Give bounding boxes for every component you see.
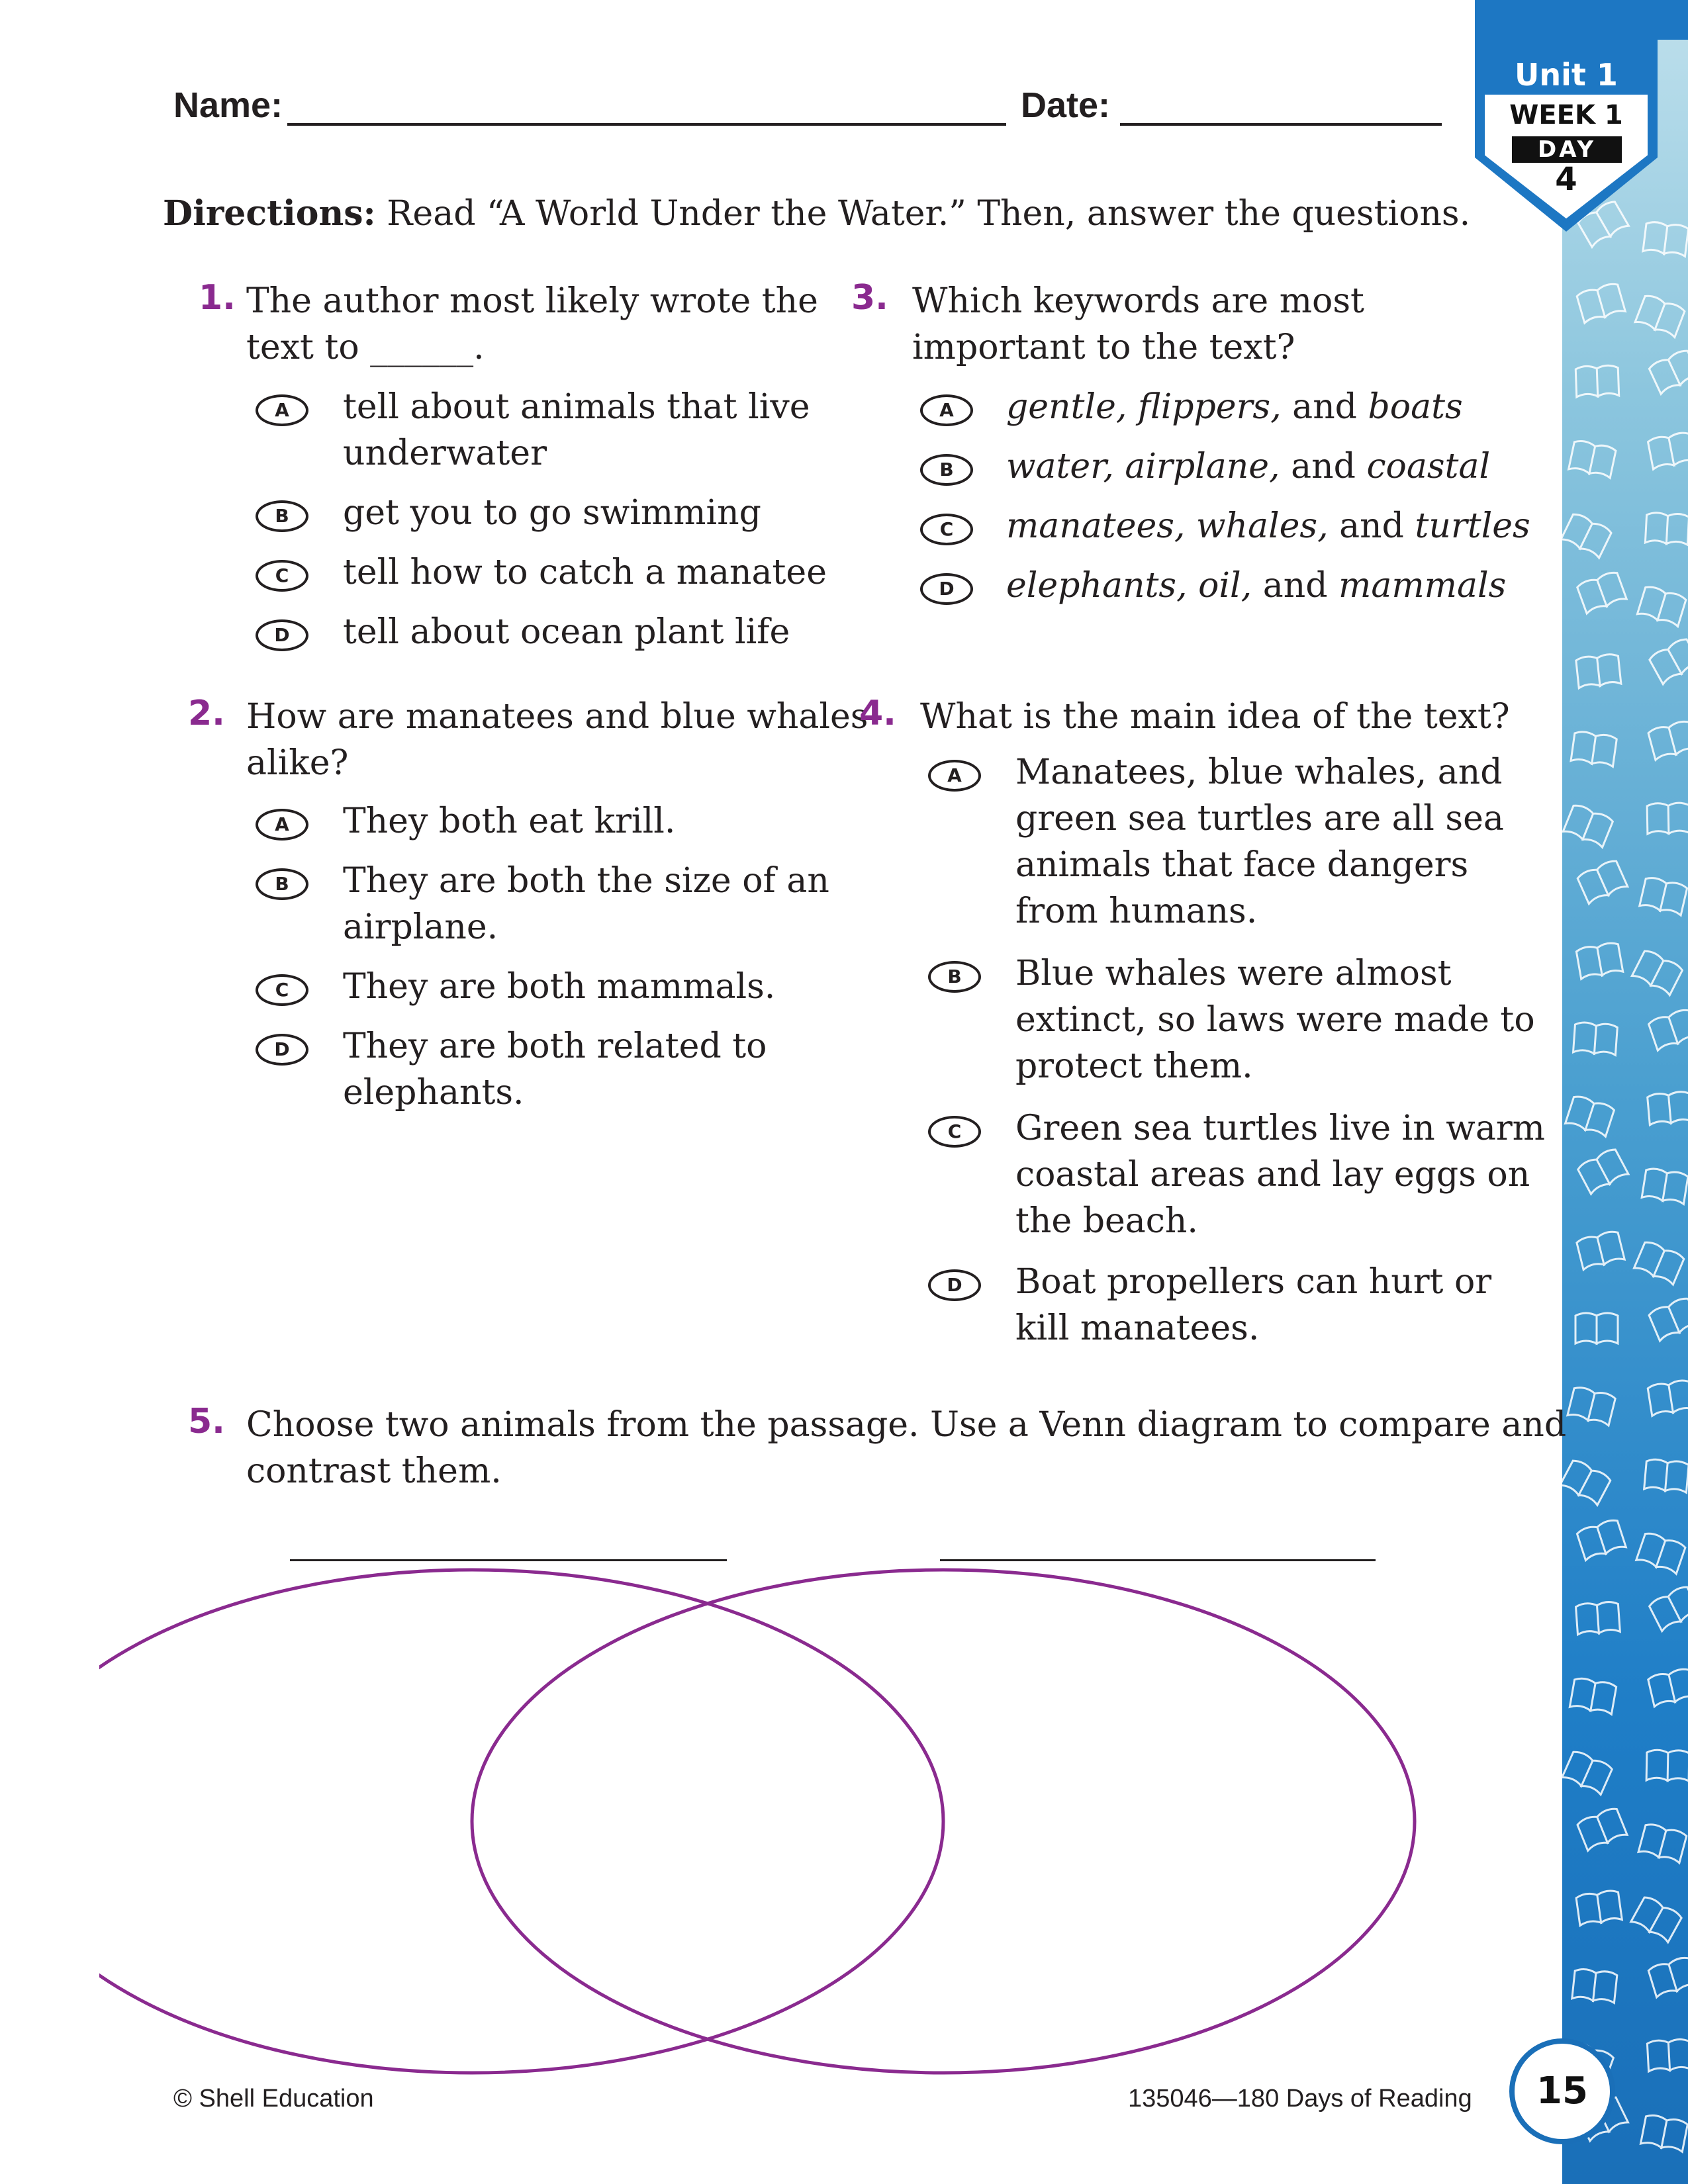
- question-line: Choose two animals from the passage. Use a Venn diagram to compare and: [246, 1405, 1567, 1445]
- option-line: underwater: [343, 433, 547, 473]
- option-line: Green sea turtles live in warm: [1015, 1109, 1545, 1148]
- q3-option-d-bubble[interactable]: D: [920, 573, 973, 605]
- book-doodle: [1646, 1750, 1688, 1781]
- option-line: animals that face dangers: [1015, 845, 1469, 885]
- book-doodle: [1562, 512, 1613, 558]
- book-doodle: [1575, 653, 1620, 688]
- q1-option-b-text: [343, 490, 761, 536]
- option-line: They are both related to: [343, 1026, 767, 1066]
- question-line: How are manatees and blue whales: [246, 697, 868, 737]
- book-doodle: [1648, 349, 1688, 394]
- date-label: Date:: [1021, 85, 1111, 125]
- q3-option-b-text: [1006, 443, 1490, 490]
- keyword: manatees, whales,: [1006, 506, 1329, 546]
- keyword: turtles: [1415, 506, 1530, 546]
- book-doodle: [1570, 1677, 1617, 1714]
- book-doodle: [1645, 512, 1688, 545]
- option-line: Manatees, blue whales, and: [1015, 752, 1503, 792]
- connector: and: [1328, 506, 1415, 546]
- option-line: Boat propellers can hurt or: [1015, 1262, 1492, 1302]
- q1-option-c-text: [343, 549, 827, 596]
- book-doodle: [1569, 439, 1617, 478]
- badge-day-number: 4: [1555, 161, 1577, 198]
- option-line: tell about animals that live: [343, 387, 810, 427]
- keyword: water, airplane,: [1006, 447, 1280, 486]
- q1-option-a-bubble[interactable]: A: [256, 394, 308, 426]
- keyword: gentle, flippers,: [1006, 387, 1282, 427]
- option-line: tell how to catch a manatee: [343, 553, 827, 592]
- connector: and: [1280, 447, 1367, 486]
- q2-option-a-bubble[interactable]: A: [256, 809, 308, 841]
- q2-option-b-bubble[interactable]: B: [256, 868, 308, 900]
- option-line: the beach.: [1015, 1201, 1198, 1241]
- venn-diagram: [99, 1562, 1529, 2078]
- q3-option-c-bubble[interactable]: C: [920, 514, 973, 545]
- book-doodle: [1638, 1823, 1687, 1863]
- q3-option-a-text: [1006, 384, 1463, 430]
- question-3-number: 3.: [851, 278, 888, 318]
- book-doodle: [1568, 1386, 1616, 1426]
- book-doodle: [1572, 1968, 1617, 2003]
- book-doodle: [1577, 859, 1628, 904]
- option-line: extinct, so laws were made to: [1015, 1000, 1535, 1040]
- directions-text: Read “A World Under the Water.” Then, answer the questions.: [387, 194, 1471, 234]
- name-label: Name:: [173, 85, 283, 125]
- venn-right-label-field[interactable]: [940, 1559, 1376, 1561]
- option-line: tell about ocean plant life: [343, 612, 790, 652]
- book-doodle: [1647, 803, 1688, 834]
- book-doodle: [1634, 1240, 1685, 1285]
- q4-option-a-text: [1015, 749, 1504, 934]
- connector: and: [1252, 566, 1339, 606]
- book-doodle: [1636, 1531, 1686, 1574]
- book-doodle: [1640, 2114, 1688, 2152]
- book-doodle: [1637, 585, 1687, 627]
- question-2-number: 2.: [188, 694, 225, 733]
- book-doodle: [1631, 1895, 1683, 1942]
- q3-option-a-bubble[interactable]: A: [920, 394, 973, 426]
- option-line: They both eat krill.: [343, 801, 676, 841]
- book-doodle: [1576, 1889, 1622, 1925]
- book-doodle: [1576, 1807, 1627, 1851]
- question-4-number: 4.: [859, 694, 896, 733]
- q4-option-b-bubble[interactable]: B: [928, 961, 981, 993]
- option-line: Blue whales were almost: [1015, 954, 1452, 993]
- book-doodle: [1648, 1668, 1688, 1707]
- badge-unit: Unit 1: [1515, 57, 1618, 93]
- name-field[interactable]: [287, 123, 1006, 126]
- keyword: mammals: [1338, 566, 1507, 606]
- book-doodle: [1573, 1022, 1618, 1055]
- question-5-text: [246, 1402, 1566, 1494]
- book-doodle: [1576, 282, 1625, 323]
- page-number: 15: [1509, 2038, 1615, 2144]
- keyword: boats: [1368, 387, 1463, 427]
- book-doodle: [1644, 1459, 1688, 1492]
- q1-option-c-bubble[interactable]: C: [256, 560, 308, 592]
- book-doodle: [1632, 949, 1683, 995]
- q2-option-c-text: [343, 964, 775, 1010]
- book-pattern: [1562, 0, 1688, 2184]
- option-line: from humans.: [1015, 891, 1258, 931]
- badge-week: WEEK 1: [1509, 100, 1623, 130]
- option-line: elephants.: [343, 1073, 524, 1113]
- book-doodle: [1575, 1602, 1620, 1635]
- book-doodle: [1648, 1379, 1688, 1416]
- book-doodle: [1648, 1585, 1688, 1631]
- book-doodle: [1576, 1518, 1626, 1561]
- question-line: contrast them.: [246, 1451, 502, 1491]
- book-doodle: [1647, 2039, 1688, 2071]
- book-doodle: [1648, 1008, 1688, 1050]
- keyword: elephants, oil,: [1006, 566, 1252, 606]
- book-doodle: [1648, 432, 1688, 469]
- book-doodle: [1562, 1459, 1612, 1506]
- q3-option-d-text: [1006, 563, 1506, 609]
- date-field[interactable]: [1120, 123, 1442, 126]
- venn-left-label-field[interactable]: [290, 1559, 727, 1561]
- q2-option-d-text: [343, 1023, 767, 1116]
- question-1-number: 1.: [199, 278, 236, 318]
- book-doodle: [1575, 365, 1619, 397]
- venn-left-circle[interactable]: [99, 1570, 943, 2073]
- q2-option-c-bubble[interactable]: C: [256, 974, 308, 1006]
- question-4-text: [920, 694, 1510, 740]
- option-line: protect them.: [1015, 1046, 1253, 1086]
- q2-option-d-bubble[interactable]: D: [256, 1034, 308, 1066]
- q2-option-a-text: [343, 798, 675, 844]
- question-line: text to ______.: [246, 328, 485, 367]
- book-doodle: [1648, 637, 1688, 684]
- q4-option-a-bubble[interactable]: A: [928, 760, 981, 792]
- connector: and: [1281, 387, 1368, 427]
- book-doodle: [1571, 731, 1617, 766]
- q1-option-a-text: [343, 384, 810, 477]
- q3-option-c-text: [1006, 503, 1530, 549]
- book-doodle: [1566, 1095, 1615, 1137]
- directions-label: Directions:: [163, 193, 376, 234]
- badge-day-label: DAY: [1512, 136, 1622, 163]
- question-1-text: [246, 278, 818, 371]
- question-3-text: [912, 278, 1364, 371]
- question-line: The author most likely wrote the: [246, 281, 818, 321]
- keyword: coastal: [1366, 447, 1491, 486]
- question-line: What is the main idea of the text?: [920, 697, 1510, 737]
- option-line: green sea turtles are all sea: [1015, 799, 1504, 839]
- book-doodle: [1647, 1091, 1688, 1124]
- question-2-text: [246, 694, 868, 786]
- directions: [163, 193, 1470, 234]
- footer-copyright: © Shell Education: [173, 2085, 374, 2113]
- book-doodle: [1648, 1297, 1688, 1341]
- q4-option-d-text: [1015, 1259, 1491, 1351]
- book-doodle: [1640, 876, 1688, 915]
- q1-option-b-bubble[interactable]: B: [256, 500, 308, 532]
- footer-book-title: 135046—180 Days of Reading: [1128, 2085, 1472, 2113]
- q4-option-c-text: [1015, 1105, 1545, 1244]
- book-doodle: [1577, 1147, 1628, 1194]
- option-line: airplane.: [343, 907, 498, 947]
- option-line: kill manatees.: [1015, 1308, 1260, 1348]
- q3-option-b-bubble[interactable]: B: [920, 454, 973, 486]
- book-doodle: [1648, 1956, 1688, 1997]
- option-line: coastal areas and lay eggs on: [1015, 1155, 1530, 1195]
- question-5-number: 5.: [188, 1402, 225, 1441]
- book-doodle: [1576, 942, 1623, 979]
- book-doodle: [1576, 1230, 1624, 1269]
- option-line: get you to go swimming: [343, 493, 761, 533]
- option-line: They are both mammals.: [343, 967, 776, 1007]
- book-doodle: [1648, 719, 1688, 760]
- book-doodle: [1635, 294, 1685, 338]
- book-doodle: [1576, 570, 1626, 614]
- q2-option-b-text: [343, 858, 829, 950]
- q4-option-d-bubble[interactable]: D: [928, 1269, 981, 1301]
- book-doodle: [1575, 1313, 1618, 1343]
- q1-option-d-bubble[interactable]: D: [256, 619, 308, 651]
- q4-option-b-text: [1015, 950, 1535, 1089]
- book-doodle: [1563, 803, 1614, 848]
- question-line: alike?: [246, 743, 349, 783]
- question-line: Which keywords are most: [912, 281, 1364, 321]
- question-line: important to the text?: [912, 328, 1295, 367]
- book-doodle: [1642, 1167, 1688, 1204]
- q4-option-c-bubble[interactable]: C: [928, 1116, 981, 1148]
- side-strip: [1562, 0, 1688, 2184]
- option-line: They are both the size of an: [343, 861, 829, 901]
- q1-option-d-text: [343, 609, 790, 655]
- book-doodle: [1562, 1750, 1613, 1795]
